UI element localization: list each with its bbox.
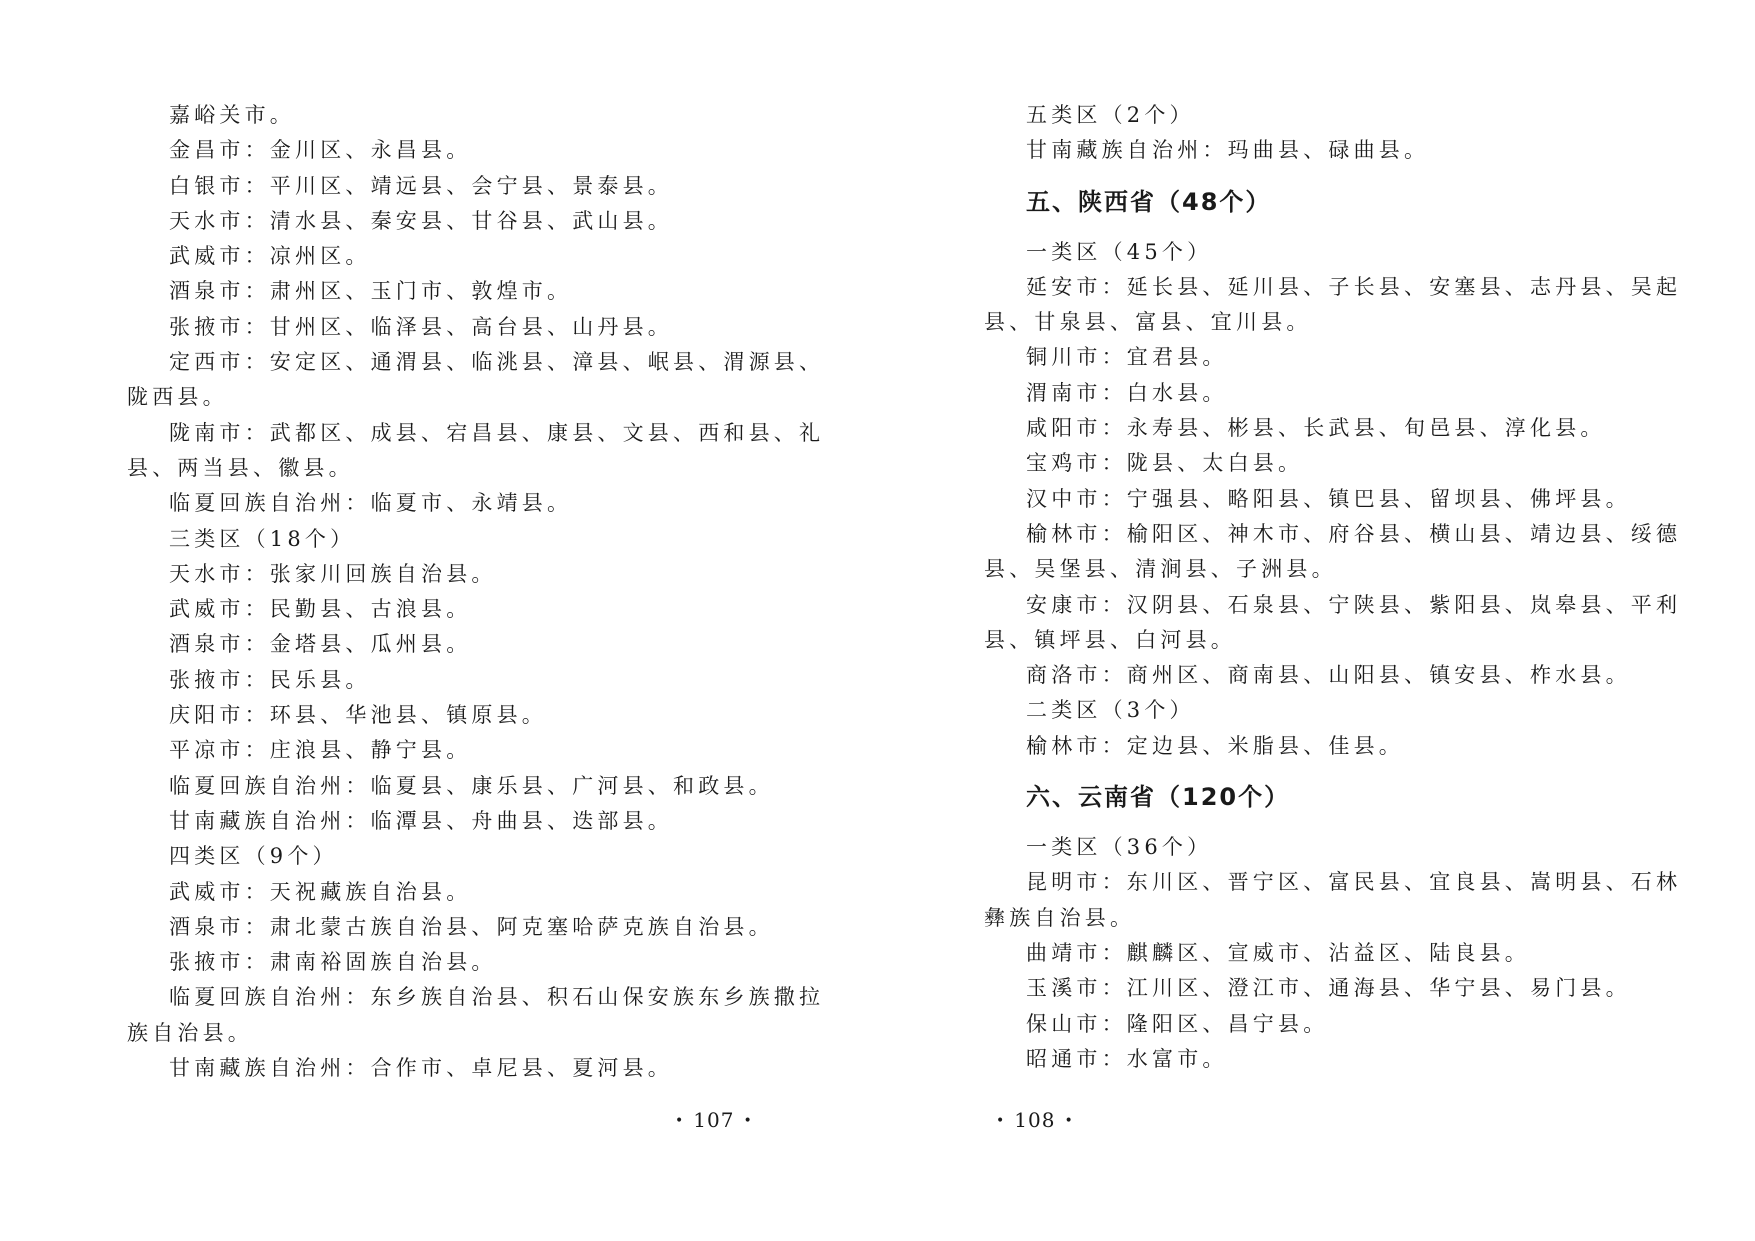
page-number-left: • 107 •: [675, 1108, 753, 1132]
text-line: 昭通市：水富市。: [1026, 1046, 1228, 1071]
text-line: 铜川市：宜君县。: [1026, 345, 1228, 370]
section-heading-shaanxi: 五、陕西省（48个）: [1026, 187, 1272, 216]
text-line: 县、甘泉县、富县、宜川县。: [984, 310, 1312, 335]
text-line: 定西市：安定区、通渭县、临洮县、漳县、岷县、渭源县、: [169, 350, 825, 375]
text-line: 武威市：凉州区。: [169, 244, 371, 269]
text-line: 榆林市：定边县、米脂县、佳县。: [1026, 733, 1404, 758]
text-line: 甘南藏族自治州：玛曲县、碌曲县。: [1026, 138, 1430, 163]
text-line: 临夏回族自治州：东乡族自治县、积石山保安族东乡族撒拉: [169, 985, 825, 1010]
text-line: 县、镇坪县、白河县。: [984, 627, 1236, 652]
text-line: 四类区（9个）: [169, 844, 338, 869]
page-number-right: • 108 •: [996, 1108, 1074, 1132]
text-line: 甘南藏族自治州：临潭县、舟曲县、迭部县。: [169, 808, 673, 833]
text-line: 咸阳市：永寿县、彬县、长武县、旬邑县、淳化县。: [1026, 416, 1606, 441]
text-line: 玉溪市：江川区、澄江市、通海县、华宁县、易门县。: [1026, 976, 1631, 1001]
text-line: 武威市：民勤县、古浪县。: [169, 597, 472, 622]
text-line: 陇西县。: [127, 385, 228, 410]
text-line: 张掖市：甘州区、临泽县、高台县、山丹县。: [169, 314, 673, 339]
text-line: 白银市：平川区、靖远县、会宁县、景泰县。: [169, 173, 673, 198]
text-line: 保山市：隆阳区、昌宁县。: [1026, 1011, 1329, 1036]
text-line: 张掖市：肃南裕固族自治县。: [169, 950, 497, 975]
text-line: 县、吴堡县、清涧县、子洲县。: [984, 557, 1337, 582]
right-page-text: [984, 98, 1682, 1077]
text-line: 武威市：天祝藏族自治县。: [169, 879, 472, 904]
text-line: 县、两当县、徽县。: [127, 455, 354, 480]
text-line: 酒泉市：金塔县、瓜州县。: [169, 632, 472, 657]
text-line: 宝鸡市：陇县、太白县。: [1026, 451, 1304, 476]
text-line: 嘉峪关市。: [169, 103, 295, 127]
text-line: 陇南市：武都区、成县、宕昌县、康县、文县、西和县、礼: [169, 420, 825, 445]
text-line: 彝族自治县。: [984, 905, 1136, 930]
text-line: 临夏回族自治州：临夏市、永靖县。: [169, 491, 573, 516]
text-line: 五类区（2个）: [1026, 103, 1195, 127]
text-line: 延安市：延长县、延川县、子长县、安塞县、志丹县、吴起: [1026, 274, 1682, 299]
left-page: [0, 0, 877, 1241]
text-line: 商洛市：商州区、商南县、山阳县、镇安县、柞水县。: [1026, 663, 1631, 688]
text-line: 昆明市：东川区、晋宁区、富民县、宜良县、嵩明县、石林: [1026, 870, 1682, 895]
left-page-text: [127, 98, 825, 1086]
text-line: 汉中市：宁强县、略阳县、镇巴县、留坝县、佛坪县。: [1026, 486, 1631, 511]
text-line: 二类区（3个）: [1026, 698, 1195, 723]
text-line: 张掖市：民乐县。: [169, 667, 371, 692]
text-line: 平凉市：庄浪县、静宁县。: [169, 738, 472, 763]
text-line: 金昌市：金川区、永昌县。: [169, 138, 472, 163]
text-line: 族自治县。: [127, 1020, 253, 1045]
text-line: 安康市：汉阴县、石泉县、宁陕县、紫阳县、岚皋县、平利: [1026, 592, 1682, 617]
text-line: 三类区（18个）: [169, 526, 356, 551]
right-page: [877, 0, 1755, 1241]
text-line: 庆阳市：环县、华池县、镇原县。: [169, 703, 547, 728]
text-line: 甘南藏族自治州：合作市、卓尼县、夏河县。: [169, 1056, 673, 1081]
text-line: 渭南市：白水县。: [1026, 380, 1228, 405]
text-line: 临夏回族自治州：临夏县、康乐县、广河县、和政县。: [169, 773, 774, 798]
text-line: 一类区（45个）: [1026, 239, 1213, 264]
text-line: 曲靖市：麒麟区、宣威市、沾益区、陆良县。: [1026, 940, 1530, 965]
text-line: 榆林市：榆阳区、神木市、府谷县、横山县、靖边县、绥德: [1026, 521, 1682, 546]
text-line: 酒泉市：肃北蒙古族自治县、阿克塞哈萨克族自治县。: [169, 914, 774, 939]
text-line: 酒泉市：肃州区、玉门市、敦煌市。: [169, 279, 573, 304]
text-line: 天水市：张家川回族自治县。: [169, 561, 497, 586]
text-line: 一类区（36个）: [1026, 835, 1213, 860]
text-line: 天水市：清水县、秦安县、甘谷县、武山县。: [169, 208, 673, 233]
section-heading-yunnan: 六、云南省（120个）: [1026, 783, 1291, 812]
